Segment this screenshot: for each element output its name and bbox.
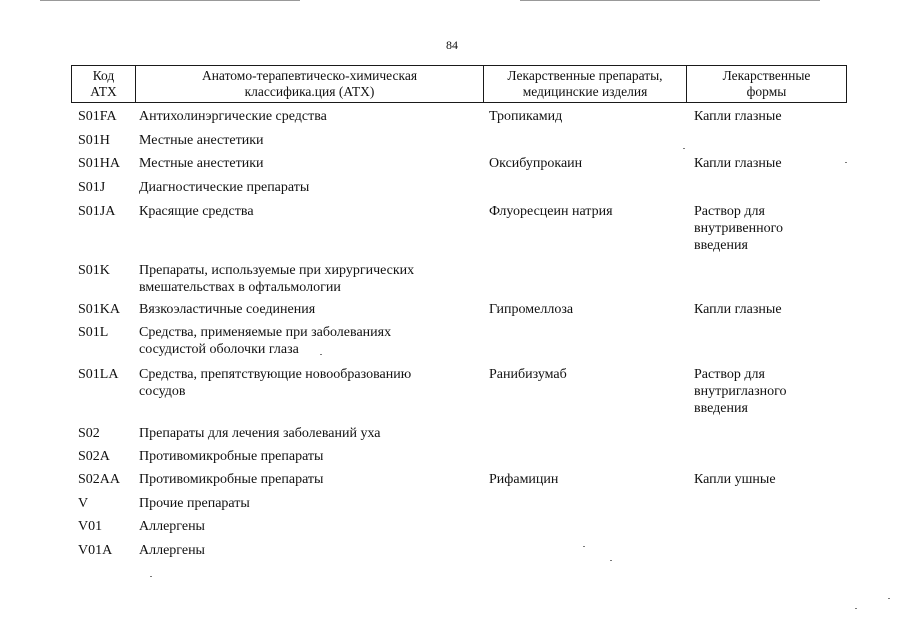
atx-classification: Антихолинэргические средства xyxy=(139,109,327,124)
atx-code: S01JA xyxy=(78,204,116,219)
scan-speck xyxy=(150,576,152,577)
scan-speck xyxy=(610,560,612,561)
header-code-atx: Код АТХ xyxy=(72,66,136,102)
header-atx-classification: Анатомо-терапевтическо-химическая классифика.ция (АТХ) xyxy=(136,66,484,102)
scan-speck xyxy=(320,354,322,355)
header-dosage-forms: Лекарственные формы xyxy=(722,68,811,99)
atx-code: V xyxy=(78,496,89,511)
drug-name: Оксибупрокаин xyxy=(489,156,583,171)
dosage-form: Капли глазные xyxy=(694,109,782,124)
atx-code: S01J xyxy=(78,180,106,195)
atx-classification: Вязкоэластичные соединения xyxy=(139,302,316,317)
dosage-form: Капли глазные xyxy=(694,302,782,317)
drug-name: Рифамицин xyxy=(489,472,559,487)
drug-name: Гипромеллоза xyxy=(489,302,574,317)
atx-classification: Красящие средства xyxy=(139,204,254,219)
drug-name: Флуоресцеин натрия xyxy=(489,204,613,219)
atx-classification: Аллергены xyxy=(139,543,205,558)
drug-name: Тропикамид xyxy=(489,109,563,124)
atx-code: S01FA xyxy=(78,109,117,124)
atx-code: S01H xyxy=(78,133,110,148)
atx-code: S01LA xyxy=(78,367,119,382)
dosage-form: Раствор для внутриглазного введения xyxy=(694,367,787,416)
atx-classification: Аллергены xyxy=(139,519,205,534)
atx-classification: Диагностические препараты xyxy=(139,180,310,195)
atx-code: S02A xyxy=(78,449,110,464)
atx-code: S01HA xyxy=(78,156,121,171)
header-drugs-devices: Лекарственные препараты, медицинские изделия xyxy=(484,66,687,102)
atx-code: S01K xyxy=(78,263,110,278)
atx-classification: Препараты, используемые при хирургических вмешательствах в офтальмологии xyxy=(139,263,415,295)
page-number: 84 xyxy=(446,38,458,52)
scan-speck xyxy=(845,162,847,163)
scan-speck xyxy=(888,598,890,599)
drug-name: Ранибизумаб xyxy=(489,367,567,382)
dosage-form: Раствор для внутривенного введения xyxy=(694,204,784,253)
atx-classification: Средства, применяемые при заболеваниях сосудистой оболочки глаза xyxy=(139,325,392,357)
atx-code: S02 xyxy=(78,426,100,441)
scan-speck xyxy=(855,608,857,609)
atx-classification: Противомикробные препараты xyxy=(139,472,324,487)
atx-classification: Прочие препараты xyxy=(139,496,250,511)
atx-classification: Местные анестетики xyxy=(139,156,264,171)
atx-code: V01 xyxy=(78,519,103,534)
atx-code: S02AA xyxy=(78,472,121,487)
atx-code: V01A xyxy=(78,543,113,558)
scan-speck xyxy=(683,148,685,149)
atx-classification: Средства, препятствующие новообразованию сосудов xyxy=(139,367,412,399)
scan-speck xyxy=(583,546,585,547)
atx-classification: Противомикробные препараты xyxy=(139,449,324,464)
atx-code: S01L xyxy=(78,325,109,340)
atx-classification: Препараты для лечения заболеваний уха xyxy=(139,426,381,441)
dosage-form: Капли глазные xyxy=(694,156,782,171)
dosage-form: Капли ушные xyxy=(694,472,776,487)
atx-code: S01KA xyxy=(78,302,121,317)
atx-classification: Местные анестетики xyxy=(139,133,264,148)
